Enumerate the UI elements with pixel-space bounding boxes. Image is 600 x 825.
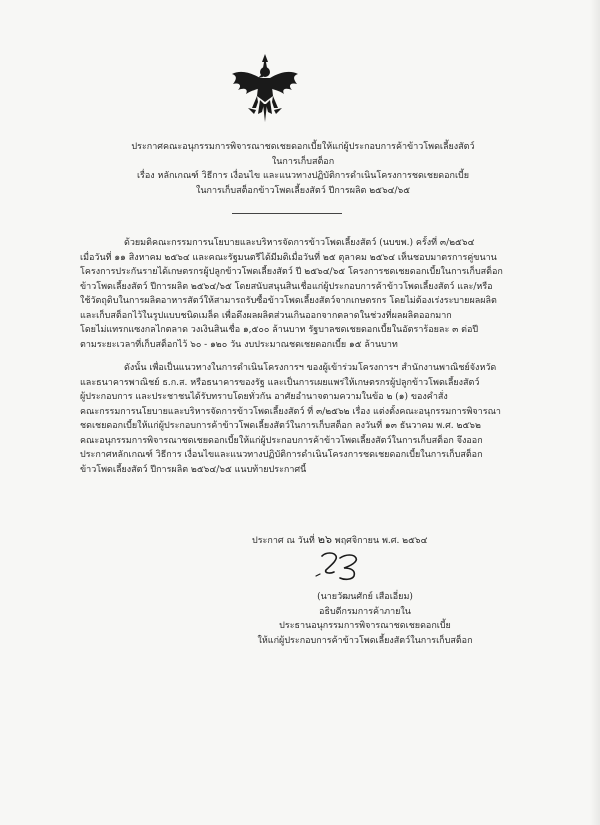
header-subject: เรื่อง หลักเกณฑ์ วิธีการ เงื่อนไข และแนวทางปฏิบัติการดำเนินโครงการชดเชยดอกเบี้ย bbox=[136, 171, 470, 181]
date-day: ๒๖ bbox=[317, 533, 332, 546]
text-line: ใช้วัตถุดิบในการผลิตอาหารสัตว์ให้สามารถรับซื้อข้าวโพดเลี้ยงสัตว์จากเกษตรกร โดยไม่ต้องเร่งระบายผลผลิต bbox=[80, 296, 497, 306]
text-line: คณะกรรมการนโยบายและบริหารจัดการข้าวโพดเลี้ยงสัตว์ ที่ ๓/๒๕๖๒ เรื่อง แต่งตั้งคณะอนุกรรมการพิจารณา bbox=[80, 406, 501, 417]
paragraph-1 bbox=[80, 236, 520, 352]
header-subtitle: ในการเก็บสต็อก bbox=[271, 156, 335, 167]
text-line: และธนาคารพาณิชย์ ธ.ก.ส. หรือธนาคารของรัฐ และเป็นการเผยแพร่ให้เกษตรกรผู้ปลูกข้าวโพดเลี้ยงสัตว์ bbox=[80, 377, 480, 388]
signer-block bbox=[240, 590, 490, 648]
text-line: โครงการประกันรายได้เกษตรกรผู้ปลูกข้าวโพดเลี้ยงสัตว์ ปี ๒๕๖๔/๖๕ โครงการชดเชยดอกเบี้ยในการเก็บสต็อก bbox=[80, 267, 503, 277]
text-line: โดยไม่แทรกแซงกลไกตลาด วงเงินสินเชื่อ ๑,๕๐๐ ล้านบาท รัฐบาลชดเชยดอกเบี้ยในอัตราร้อยละ ๓ ต่อปี bbox=[80, 325, 479, 335]
announcement-header bbox=[88, 140, 518, 198]
date-prefix: ประกาศ ณ วันที่ bbox=[252, 536, 315, 546]
text-line: ประกาศหลักเกณฑ์ วิธีการ เงื่อนไขและแนวทางปฏิบัติการดำเนินโครงการชดเชยดอกเบี้ยในการเก็บสต็อก bbox=[80, 450, 483, 460]
text-line: ดังนั้น เพื่อเป็นแนวทางในการดำเนินโครงการฯ ของผู้เข้าร่วมโครงการฯ สำนักงานพาณิชย์จังหวัด bbox=[124, 363, 497, 373]
header-divider bbox=[232, 213, 342, 214]
header-title: ประกาศคณะอนุกรรมการพิจารณาชดเชยดอกเบี้ยให้แก่ผู้ประกอบการค้าข้าวโพดเลี้ยงสัตว์ bbox=[131, 142, 475, 152]
text-line: คณะอนุกรรมการพิจารณาชดเชยดอกเบี้ยให้แก่ผู้ประกอบการค้าข้าวโพดเลี้ยงสัตว์ในการเก็บสต็อก จึงออก bbox=[80, 435, 483, 446]
signer-position: ให้แก่ผู้ประกอบการค้าข้าวโพดเลี้ยงสัตว์ในการเก็บสต็อก bbox=[257, 635, 473, 646]
text-line: ผู้ประกอบการ และประชาชนได้รับทราบโดยทั่วกัน อาศัยอำนาจตามความในข้อ ๒ (๑) ของคำสั่ง bbox=[80, 392, 448, 402]
text-line: และเก็บสต็อกไว้ในรูปแบบชนิดเมล็ด เพื่อดึงผลผลิตส่วนเกินออกจากตลาดในช่วงที่ผลผลิตออกมาก bbox=[80, 310, 452, 321]
signer-position: อธิบดีกรมการค้าภายใน bbox=[319, 606, 411, 617]
text-line: ตามระยะเวลาที่เก็บสต็อกไว้ ๖๐ - ๑๒๐ วัน งบประมาณชดเชยดอกเบี้ย ๑๕ ล้านบาท bbox=[80, 339, 398, 350]
paragraph-2 bbox=[80, 361, 520, 477]
date-month-year: พฤศจิกายน พ.ศ. ๒๕๖๔ bbox=[334, 536, 428, 546]
scan-edge-shadow bbox=[590, 0, 600, 825]
text-line: เมื่อวันที่ ๑๑ สิงหาคม ๒๕๖๔ และคณะรัฐมนตรีได้มีมติเมื่อวันที่ ๒๕ ตุลาคม ๒๕๖๔ เห็นชอบมาตรการคู่ขนาน bbox=[80, 252, 497, 263]
document-body bbox=[80, 236, 520, 477]
text-line: ข้าวโพดเลี้ยงสัตว์ ปีการผลิต ๒๕๖๔/๖๕ แนบท้ายประกาศนี้ bbox=[80, 464, 307, 475]
header-subject-cont: ในการเก็บสต็อกข้าวโพดเลี้ยงสัตว์ ปีการผลิต ๒๕๖๔/๖๕ bbox=[195, 185, 411, 196]
signature bbox=[300, 546, 380, 586]
text-line: ข้าวโพดเลี้ยงสัตว์ ปีการผลิต ๒๕๖๔/๖๕ โดยสนับสนุนสินเชื่อแก่ผู้ประกอบการค้าข้าวโพดเลี้ยงสัตว์ และ/หรือ bbox=[80, 281, 493, 292]
signer-name: (นายวัฒนศักย์ เสือเอี่ยม) bbox=[317, 592, 413, 602]
text-line: ด้วยมติคณะกรรมการนโยบายและบริหารจัดการข้าวโพดเลี้ยงสัตว์ (นบขพ.) ครั้งที่ ๓/๒๕๖๔ bbox=[124, 238, 475, 248]
signer-position: ประธานอนุกรรมการพิจารณาชดเชยดอกเบี้ย bbox=[279, 621, 451, 631]
text-line: ชดเชยดอกเบี้ยให้แก่ผู้ประกอบการค้าข้าวโพดเลี้ยงสัตว์ในการเก็บสต็อก ลงวันที่ ๑๓ ธันวาคม พ.ศ. ๒๕๖๒ bbox=[80, 421, 481, 431]
garuda-emblem-icon bbox=[230, 52, 300, 124]
